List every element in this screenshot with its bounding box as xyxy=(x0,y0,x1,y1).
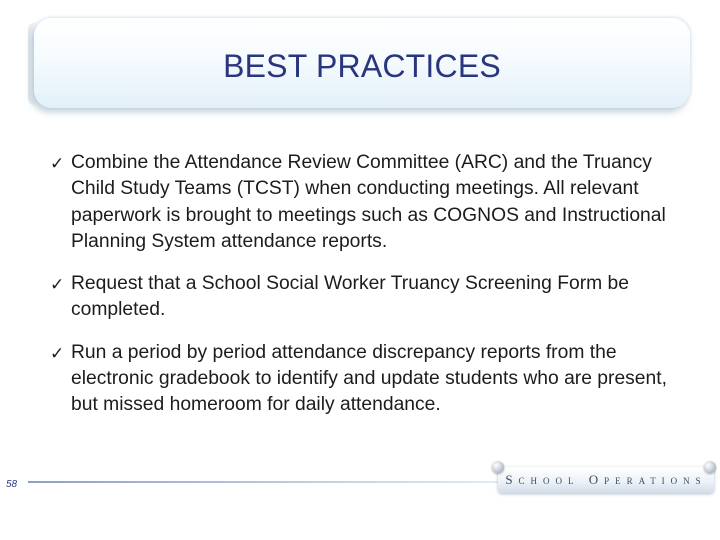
checkmark-icon: ✓ xyxy=(50,275,65,296)
bullet-item xyxy=(50,150,690,255)
bullet-item xyxy=(50,340,690,419)
bullet-item xyxy=(50,271,690,324)
page-number: 58 xyxy=(6,479,18,490)
checkmark-icon: ✓ xyxy=(50,154,65,174)
slide-title: BEST PRACTICES xyxy=(223,48,501,84)
bullet-text: Request that a School Social Worker Truancy Screening Form be completed. xyxy=(71,273,629,321)
school-operations-banner xyxy=(498,467,714,493)
banner-left-bead-icon xyxy=(492,461,504,473)
bullet-text: Run a period by period attendance discrepancy reports from the electronic gradebook to identify and update students who are present, but missed homeroom for daily attendance. xyxy=(71,341,667,416)
bullet-text: Combine the Attendance Review Committee (ARC) and the Truancy Child Study Teams (TCST) when conducting meetings. All relevant paperwork is brought to meetings such as COGNOS and Instructional Planning System attendance reports. xyxy=(71,152,666,252)
banner-label: School Operations xyxy=(505,472,707,487)
footer-divider xyxy=(28,481,498,483)
banner-right-bead-icon xyxy=(704,461,716,473)
checkmark-icon: ✓ xyxy=(50,343,65,364)
bullet-list xyxy=(50,150,690,435)
